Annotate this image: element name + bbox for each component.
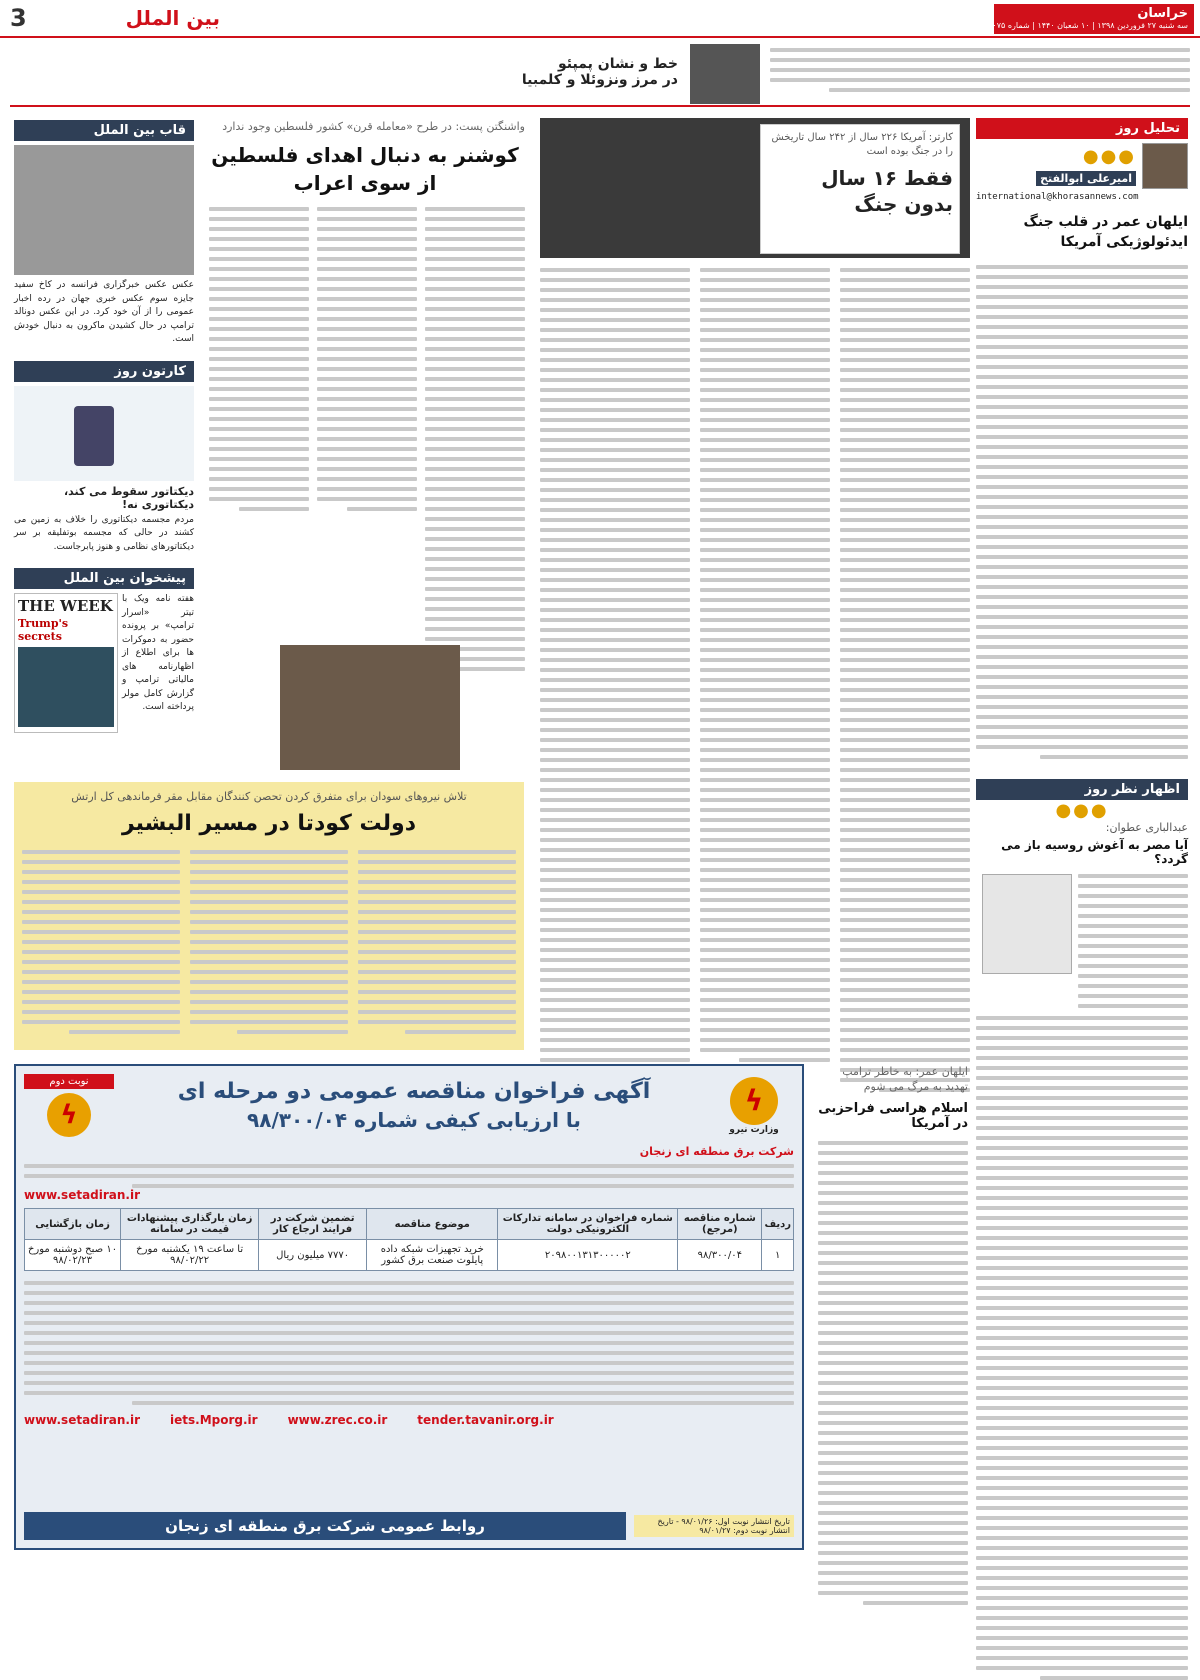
sudan-col2 xyxy=(190,850,348,1034)
top-strip-body xyxy=(770,48,1190,92)
ilhan-headline: اسلام هراسی فراحزبی در آمریکا xyxy=(818,1100,968,1131)
ilhan-body xyxy=(818,1141,968,1605)
carter-article xyxy=(540,118,970,1038)
top-strip xyxy=(10,42,1190,107)
carter-col2 xyxy=(700,268,830,1092)
dots-icon: ●●● xyxy=(1082,146,1136,167)
ministry-label: وزارت نیرو xyxy=(729,1124,779,1135)
kushner-article xyxy=(205,120,525,770)
table-header-cell: زمان بارگذاری پیشنهادات قیمت در سامانه xyxy=(121,1209,259,1240)
table-header-cell: موضوع مناقصه xyxy=(367,1209,498,1240)
masthead-strip xyxy=(0,0,1200,38)
tahlil-headline: ایلهان عمر در قلب جنگ ایدئولوژیکی آمریکا xyxy=(1023,214,1188,251)
tahlil-body xyxy=(976,265,1188,759)
date-line: سه شنبه ۲۷ فروردین ۱۳۹۸ | ۱۰ شعبان ۱۴۴۰ | شماره ۲۰۰۷۵ xyxy=(983,21,1188,30)
bolt-icon-2: ϟ xyxy=(47,1093,91,1137)
nazar-intro xyxy=(1078,874,1188,1008)
table-header-cell: تضمین شرکت در فرایند ارجاع کار xyxy=(259,1209,367,1240)
ministry-logo-right xyxy=(714,1077,794,1135)
ad-intro xyxy=(24,1145,794,1188)
cartoon-title: کارتون روز xyxy=(14,361,194,382)
table-row xyxy=(25,1240,794,1271)
nazar-title: اظهار نظر روز xyxy=(976,779,1188,800)
carter-col1 xyxy=(840,268,970,1092)
cartoon-headline: دیکتاتور سقوط می کند، دیکتاتوری نه! xyxy=(63,484,194,511)
bolt-icon: ϟ xyxy=(730,1077,778,1125)
table-cell: ۲۰۹۸۰۰۱۳۱۳۰۰۰۰۰۲ xyxy=(498,1240,678,1271)
section-title: بین الملل xyxy=(125,6,220,30)
qab-photo xyxy=(14,145,194,275)
week-cover-title: Trump's secrets xyxy=(18,617,69,643)
tahlil-email: international@khorasannews.com xyxy=(976,192,1139,202)
link-tavanir[interactable]: tender.tavanir.org.ir xyxy=(417,1413,554,1427)
sudan-headline: دولت کودتا در مسیر البشیر xyxy=(121,811,416,836)
left-sidebar xyxy=(14,120,194,770)
right-sidebar xyxy=(976,118,1188,1548)
ilhan-article xyxy=(818,1064,968,1554)
table-cell: خرید تجهیزات شبکه داده پایلوت صنعت برق کشور xyxy=(367,1240,498,1271)
nazar-body xyxy=(976,1016,1188,1680)
round-badge: نوبت دوم xyxy=(24,1074,114,1089)
carter-title-box xyxy=(760,124,960,254)
ad-footer: روابط عمومی شرکت برق منطقه ای زنجان xyxy=(24,1512,626,1540)
author-photo xyxy=(1142,143,1188,189)
top-headline-line1: خط و نشان پمپئو xyxy=(558,56,678,72)
cartoon-image xyxy=(14,386,194,481)
week-cover-art xyxy=(18,647,114,727)
carter-kicker: کارتر: آمریکا ۲۲۶ سال از ۲۴۲ سال تاریخش را در جنگ بوده است xyxy=(771,132,953,157)
table-header-cell: زمان بازگشایی xyxy=(25,1209,121,1240)
paper-logo-box xyxy=(983,4,1194,34)
kushner-col1 xyxy=(425,207,525,671)
dots-icon-2: ●●● xyxy=(1055,799,1109,821)
pishkhan-title: پیشخوان بین الملل xyxy=(14,568,194,589)
week-cover xyxy=(14,593,118,733)
tahlil-author: امیرعلی ابوالفتح xyxy=(1036,171,1136,186)
pompeo-photo xyxy=(690,44,760,104)
top-headline-line2: در مرز ونزوئلا و کلمبیا xyxy=(521,72,678,88)
table-header-cell: شماره فراخوان در سامانه تدارکات الکترونیکی دولت xyxy=(498,1209,678,1240)
table-cell: ۷۷۷۰ میلیون ریال xyxy=(259,1240,367,1271)
qab-title: قاب بین الملل xyxy=(14,120,194,141)
link-zrec[interactable]: www.zrec.co.ir xyxy=(287,1413,388,1427)
table-header-cell: شماره مناقصه (مرجع) xyxy=(678,1209,762,1240)
atwan-sketch xyxy=(982,874,1072,974)
kushner-headline: کوشنر به دنبال اهدای فلسطین از سوی اعراب xyxy=(211,143,519,195)
link-iets[interactable]: iets.Mporg.ir xyxy=(170,1413,258,1427)
tender-table-header xyxy=(25,1209,794,1240)
ilhan-kicker: ایلهان عمر: به خاطر ترامپ تهدید به مرگ می شوم xyxy=(842,1065,968,1094)
week-masthead: THE WEEK xyxy=(18,597,113,615)
carter-headline: فقط ۱۶ سال بدون جنگ xyxy=(821,166,953,216)
ad-title-1: آگهی فراخوان مناقصه عمومی دو مرحله ای xyxy=(177,1079,651,1104)
ad-links xyxy=(24,1413,794,1427)
table-cell: ۹۸/۳۰۰/۰۴ xyxy=(678,1240,762,1271)
kushner-col3 xyxy=(209,207,309,671)
table-cell: تا ساعت ۱۹ یکشنبه مورخ ۹۸/۰۲/۲۲ xyxy=(121,1240,259,1271)
kushner-col2 xyxy=(317,207,417,671)
cartoon-caption: مردم مجسمه دیکتاتوری را خلاف به زمین می کشند در حالی که مجسمه بوتفلیقه بر سر دیکتاتورهای نظامی و هنوز پابرجاست. xyxy=(14,514,194,552)
sudan-article xyxy=(14,782,524,1050)
table-cell: ۱۰ صبح دوشنبه مورخ ۹۸/۰۲/۲۳ xyxy=(25,1240,121,1271)
top-strip-headline xyxy=(478,56,678,88)
print-dates: تاریخ انتشار نوبت اول: ۹۸/۰۱/۲۶ - تاریخ انتشار نوبت دوم: ۹۸/۰۱/۲۷ xyxy=(634,1515,794,1537)
tender-ad xyxy=(14,1064,804,1550)
pishkhan-caption: هفته نامه ویک با تیتر «اسرار ترامپ» بر پرونده حضور به دموکرات ها برای اطلاع از اظهارنامه های مالیاتی ترامپ و گزارش کامل مولر پرداخته است. xyxy=(122,594,194,712)
table-cell: ۱ xyxy=(762,1240,794,1271)
kushner-photo xyxy=(280,645,460,770)
ad-title-2: با ارزیابی کیفی شماره ۹۸/۳۰۰/۰۴ xyxy=(247,1108,581,1132)
page-number: 3 xyxy=(10,4,27,32)
sudan-col1 xyxy=(358,850,516,1034)
ad-terms xyxy=(24,1281,794,1405)
sudan-kicker: تلاش نیروهای سودان برای متفرق کردن تحصن کنندگان مقابل مقر فرماندهی کل ارتش xyxy=(71,790,467,803)
carter-col3 xyxy=(540,268,690,1092)
nazar-author: عبدالباری عطوان: xyxy=(1105,820,1188,834)
table-header-cell: ردیف xyxy=(762,1209,794,1240)
tahlil-title: تحلیل روز xyxy=(976,118,1188,139)
kushner-kicker: واشنگتن پست: در طرح «معامله قرن» کشور فلسطین وجود ندارد xyxy=(222,120,525,133)
qab-caption: عکس عکس خبرگزاری فرانسه در کاخ سفید جایزه سوم عکس خبری جهان در رده اخبار عمومی را از آن خود کرد. در این عکس دونالد ترامپ در حال کشیدن ماکرون به دنبال خودش است. xyxy=(14,280,194,344)
link-setadiran[interactable]: www.setadiran.ir xyxy=(24,1413,141,1427)
ad-website: www.setadiran.ir xyxy=(24,1188,141,1202)
nazar-headline: آیا مصر به آغوش روسیه باز می گردد؟ xyxy=(1001,837,1188,866)
tender-table xyxy=(24,1208,794,1271)
sudan-col3 xyxy=(22,850,180,1034)
statue-icon xyxy=(74,406,114,466)
paper-name: خراسان xyxy=(1137,6,1188,21)
ad-company: شرکت برق منطقه ای زنجان xyxy=(639,1145,794,1158)
